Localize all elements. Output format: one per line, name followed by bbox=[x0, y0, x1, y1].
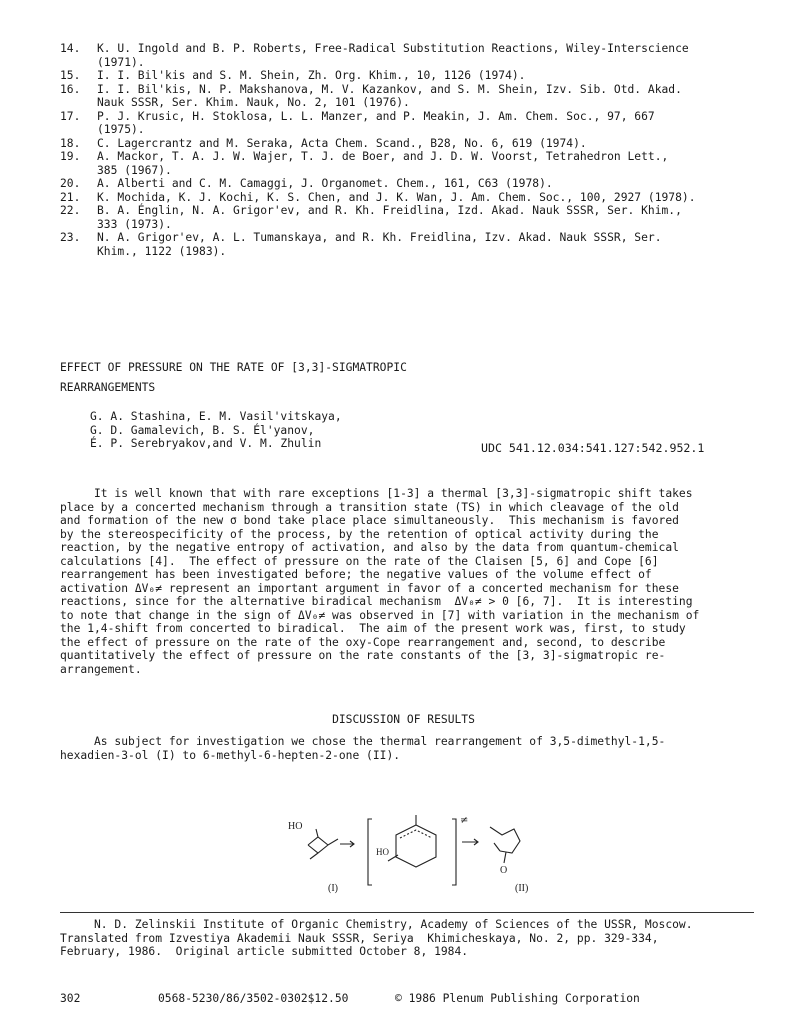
reference-number: 14. bbox=[60, 42, 81, 55]
reference-text: A. Mackor, T. A. J. W. Wajer, T. J. de Boer, and J. D. W. Voorst, Tetrahedron Lett., 385 (1967). bbox=[97, 150, 669, 177]
paragraph-line: arrangement. bbox=[60, 662, 142, 676]
article-title bbox=[60, 358, 580, 398]
paragraph-line: by the stereospecificity of the process, by the retention of optical activity during the bbox=[60, 527, 659, 541]
reference-item bbox=[60, 137, 750, 151]
reference-text: B. A. Énglin, N. A. Grigor'ev, and R. Kh. Freidlina, Izd. Akad. Nauk SSSR, Ser. Khim., 333 (1973). bbox=[97, 204, 682, 231]
reference-text: K. Mochida, K. J. Kochi, K. S. Chen, and J. K. Wan, J. Am. Chem. Soc., 100, 2927 (1978). bbox=[97, 190, 696, 204]
paragraph-line: to note that change in the sign of ΔV₀≠ was observed in [7] with variation in the mechanism of bbox=[60, 608, 700, 622]
author-line: É. P. Serebryakov,and V. M. Zhulin bbox=[90, 437, 322, 450]
reference-number: 17. bbox=[60, 109, 81, 123]
reference-text: N. A. Grigor'ev, A. L. Tumanskaya, and R. Kh. Freidlina, Izv. Akad. Nauk SSSR, Ser. Khim., 1122 (1983). bbox=[97, 231, 662, 258]
article-title-line: EFFECT OF PRESSURE ON THE RATE OF [3,3]-SIGMATROPIC bbox=[60, 361, 407, 374]
author-line: G. A. Stashina, E. M. Vasil'vitskaya, bbox=[90, 410, 342, 423]
hydroxyl-label: HO bbox=[288, 821, 303, 832]
copyright-notice: © 1986 Plenum Publishing Corporation bbox=[395, 992, 640, 1005]
paragraph-line: reaction, by the negative entropy of activation, and also by the data from quantum-chemical bbox=[60, 541, 679, 554]
page-number: 302 bbox=[60, 992, 81, 1005]
page-footer bbox=[60, 992, 760, 1008]
article-code: 0568-5230/86/3502-0302$12.50 bbox=[158, 992, 349, 1005]
reference-number: 23. bbox=[60, 231, 81, 244]
oxygen-label: O bbox=[500, 865, 508, 876]
author-list bbox=[90, 410, 490, 451]
reference-text: K. U. Ingold and B. P. Roberts, Free-Radical Substitution Reactions, Wiley-Interscience (1971). bbox=[97, 42, 689, 69]
ts-ring bbox=[396, 825, 436, 867]
footnote-line: Translated from Izvestiya Akademii Nauk SSSR, Seriya Khimicheskaya, No. 2, pp. 329-334, bbox=[60, 931, 659, 945]
ts-bracket-right bbox=[452, 819, 456, 885]
reference-item bbox=[60, 69, 750, 83]
paragraph-line: activation ΔV₀≠ represent an important argument in favor of a concerted mechanism for these bbox=[60, 581, 679, 595]
compound-label: (I) bbox=[328, 883, 338, 894]
paragraph-line: It is well known that with rare exceptions [1-3] a thermal [3,3]-sigmatropic shift takes bbox=[60, 487, 693, 500]
reference-item bbox=[60, 110, 750, 137]
reference-item bbox=[60, 231, 750, 258]
discussion-paragraph bbox=[60, 735, 754, 762]
reference-item bbox=[60, 150, 750, 177]
reference-item bbox=[60, 191, 750, 205]
reference-text: C. Lagercrantz and M. Seraka, Acta Chem. Scand., B28, No. 6, 619 (1974). bbox=[97, 136, 587, 150]
reference-item bbox=[60, 83, 750, 110]
reference-number: 22. bbox=[60, 204, 81, 217]
paragraph-line: calculations [4]. The effect of pressure on the rate of the Claisen [5, 6] and Cope [6] bbox=[60, 554, 659, 568]
reference-number: 18. bbox=[60, 136, 81, 150]
footnote-divider bbox=[60, 912, 754, 913]
reference-list bbox=[60, 42, 750, 258]
paragraph-line: quantitatively the effect of pressure on the rate constants of the [3, 3]-sigmatropic re- bbox=[60, 649, 666, 662]
ts-bracket-left bbox=[368, 819, 372, 885]
section-heading: DISCUSSION OF RESULTS bbox=[332, 713, 475, 726]
paragraph-line: hexadien-3-ol (I) to 6-methyl-6-hepten-2-one (II). bbox=[60, 748, 401, 762]
reference-number: 21. bbox=[60, 190, 81, 204]
reference-number: 15. bbox=[60, 69, 81, 82]
article-title-line: REARRANGEMENTS bbox=[60, 381, 156, 394]
reference-item bbox=[60, 204, 750, 231]
compound-label: (II) bbox=[515, 883, 529, 894]
paragraph-line: the 1,4-shift from concerted to biradical. The aim of the present work was, first, to study bbox=[60, 622, 686, 635]
reference-text: A. Alberti and C. M. Camaggi, J. Organomet. Chem., 161, C63 (1978). bbox=[97, 177, 553, 190]
hydroxyl-label: HO bbox=[376, 847, 389, 857]
reaction-arrow bbox=[462, 839, 478, 845]
paragraph-line: rearrangement has been investigated before; the negative values of the volume effect of bbox=[60, 568, 652, 581]
paragraph-line: the effect of pressure on the rate of the oxy-Cope rearrangement and, second, to describe bbox=[60, 635, 666, 649]
reaction-scheme bbox=[280, 815, 540, 905]
compound-II-skeleton bbox=[490, 827, 520, 863]
footnote-line: February, 1986. Original article submitted October 8, 1984. bbox=[60, 945, 469, 958]
author-line: G. D. Gamalevich, B. S. Él'yanov, bbox=[90, 423, 315, 437]
reference-number: 16. bbox=[60, 82, 81, 96]
intro-paragraph bbox=[60, 487, 754, 676]
reference-item bbox=[60, 177, 750, 191]
udc-code: UDC 541.12.034:541.127:542.952.1 bbox=[481, 441, 705, 455]
reference-text: I. I. Bil'kis, N. P. Makshanova, M. V. Kazankov, and S. M. Shein, Izv. Sib. Otd. Akad. Nauk SSSR, Ser. Khim. Nauk, No. 2, 101 (1976). bbox=[97, 82, 682, 109]
paragraph-line: As subject for investigation we chose the thermal rearrangement of 3,5-dimethyl-1,5- bbox=[60, 735, 666, 748]
footnote bbox=[60, 918, 760, 959]
paragraph-line: place by a concerted mechanism through a transition state (TS) in which cleavage of the old bbox=[60, 500, 679, 514]
reference-text: I. I. Bil'kis and S. M. Shein, Zh. Org. Khim., 10, 1126 (1974). bbox=[97, 69, 526, 82]
reference-item bbox=[60, 42, 750, 69]
compound-I-skeleton bbox=[308, 829, 338, 859]
footnote-line: N. D. Zelinskii Institute of Organic Chemistry, Academy of Sciences of the USSR, Moscow. bbox=[60, 918, 693, 931]
paragraph-line: reactions, since for the alternative biradical mechanism ΔV₀≠ > 0 [6, 7]. It is interesting bbox=[60, 595, 693, 608]
transition-state-mark: ≠ bbox=[460, 815, 469, 826]
reference-text: P. J. Krusic, H. Stoklosa, L. L. Manzer, and P. Meakin, J. Am. Chem. Soc., 97, 667 (1975). bbox=[97, 109, 655, 136]
reference-number: 19. bbox=[60, 150, 81, 163]
paragraph-line: and formation of the new σ bond take place place simultaneously. This mechanism is favored bbox=[60, 514, 679, 527]
reaction-arrow bbox=[340, 841, 354, 847]
reference-number: 20. bbox=[60, 177, 81, 190]
